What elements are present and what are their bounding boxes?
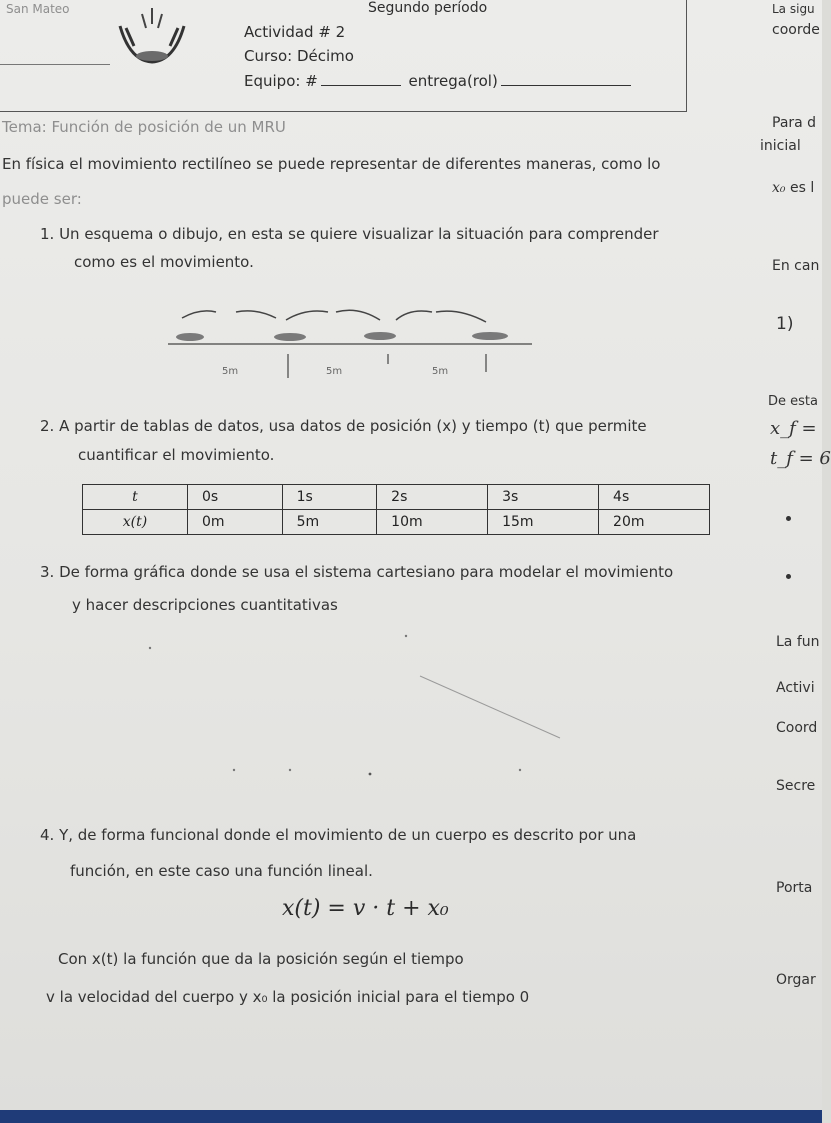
bottom-edge [0,1110,822,1123]
table-cell: 0s [188,485,283,510]
item-4-line-1: 4. Y, de forma funcional donde el movimiento de un cuerpo es descrito por una [40,826,637,844]
table-cell: 10m [377,510,488,535]
right-text-6: En can [772,258,820,274]
table-cell: 4s [599,485,710,510]
right-text-7: 1) [776,314,794,334]
right-text-11: La fun [776,634,820,650]
right-text-9: x_f = [770,418,817,439]
role-label: entrega(rol) [408,72,498,90]
table-cell: 1s [282,485,377,510]
item-3-line-2: y hacer descripciones cuantitativas [72,596,338,614]
table-cell: 15m [488,510,599,535]
table-cell: t [83,485,188,510]
course-value: Décimo [296,47,354,65]
sketch-label: 5m [326,366,343,377]
explanation-line-1: Con x(t) la función que da la posición según el tiempo [58,950,464,968]
table-cell: 3s [488,485,599,510]
course-row [244,47,354,65]
right-text-10: t_f = 6 [770,448,831,469]
right-text-4: inicial [760,138,801,154]
right-text-8: De esta [768,394,818,409]
intro-line-2: puede ser: [2,190,82,208]
faint-graph [140,630,620,810]
explanation-line-2: v la velocidad del cuerpo y x₀ la posición inicial para el tiempo 0 [46,988,530,1006]
right-text-5 [772,180,814,196]
item-2-line-1: 2. A partir de tablas de datos, usa datos de posición (x) y tiempo (t) que permite [40,417,647,435]
item-4-line-2: función, en este caso una función lineal. [70,862,373,880]
table-row [83,485,710,510]
table-cell: x(t) [83,510,188,535]
school-name-faded: San Mateo [6,2,70,16]
position-function-formula: x(t) = v · t + x₀ [282,896,449,921]
bullet-dot [786,516,791,521]
team-row [244,72,634,90]
right-text-15: Porta [776,880,813,896]
item-1-line-2: como es el movimiento. [74,253,254,271]
item-3-line-1: 3. De forma gráfica donde se usa el sistema cartesiano para modelar el movimiento [40,563,674,581]
activity-title: Actividad # 2 [244,23,346,41]
sketch-label: 5m [222,366,239,377]
position-time-table [82,484,710,535]
topic-title: Tema: Función de posición de un MRU [2,118,286,136]
team-blank[interactable] [321,73,401,86]
school-logo [112,6,192,68]
right-text-14: Secre [776,778,816,794]
period-label: Segundo período [368,0,488,16]
item-2-line-2: cuantificar el movimiento. [78,446,275,464]
sketch-label: 5m [432,366,449,377]
table-cell: 5m [282,510,377,535]
x0-symbol: x₀ [772,180,786,196]
role-blank[interactable] [501,73,631,86]
right-text-2: coorde [772,22,820,38]
table-cell: 2s [377,485,488,510]
right-text-13: Coord [776,720,818,736]
course-label: Curso: [244,47,293,65]
intro-line-1: En física el movimiento rectilíneo se puede representar de diferentes maneras, como lo [2,155,661,173]
right-text-12: Activi [776,680,815,696]
table-cell: 20m [599,510,710,535]
right-text-5b: es l [789,180,815,196]
right-text-16: Orgar [776,972,816,988]
bullet-dot [786,574,791,579]
team-label: Equipo: # [244,72,318,90]
header-divider [0,64,110,65]
table-cell: 0m [188,510,283,535]
item-1-line-1: 1. Un esquema o dibujo, en esta se quiere visualizar la situación para comprender [40,225,659,243]
right-text-1: La sigu [772,2,815,16]
table-row [83,510,710,535]
right-text-3: Para d [772,115,817,131]
